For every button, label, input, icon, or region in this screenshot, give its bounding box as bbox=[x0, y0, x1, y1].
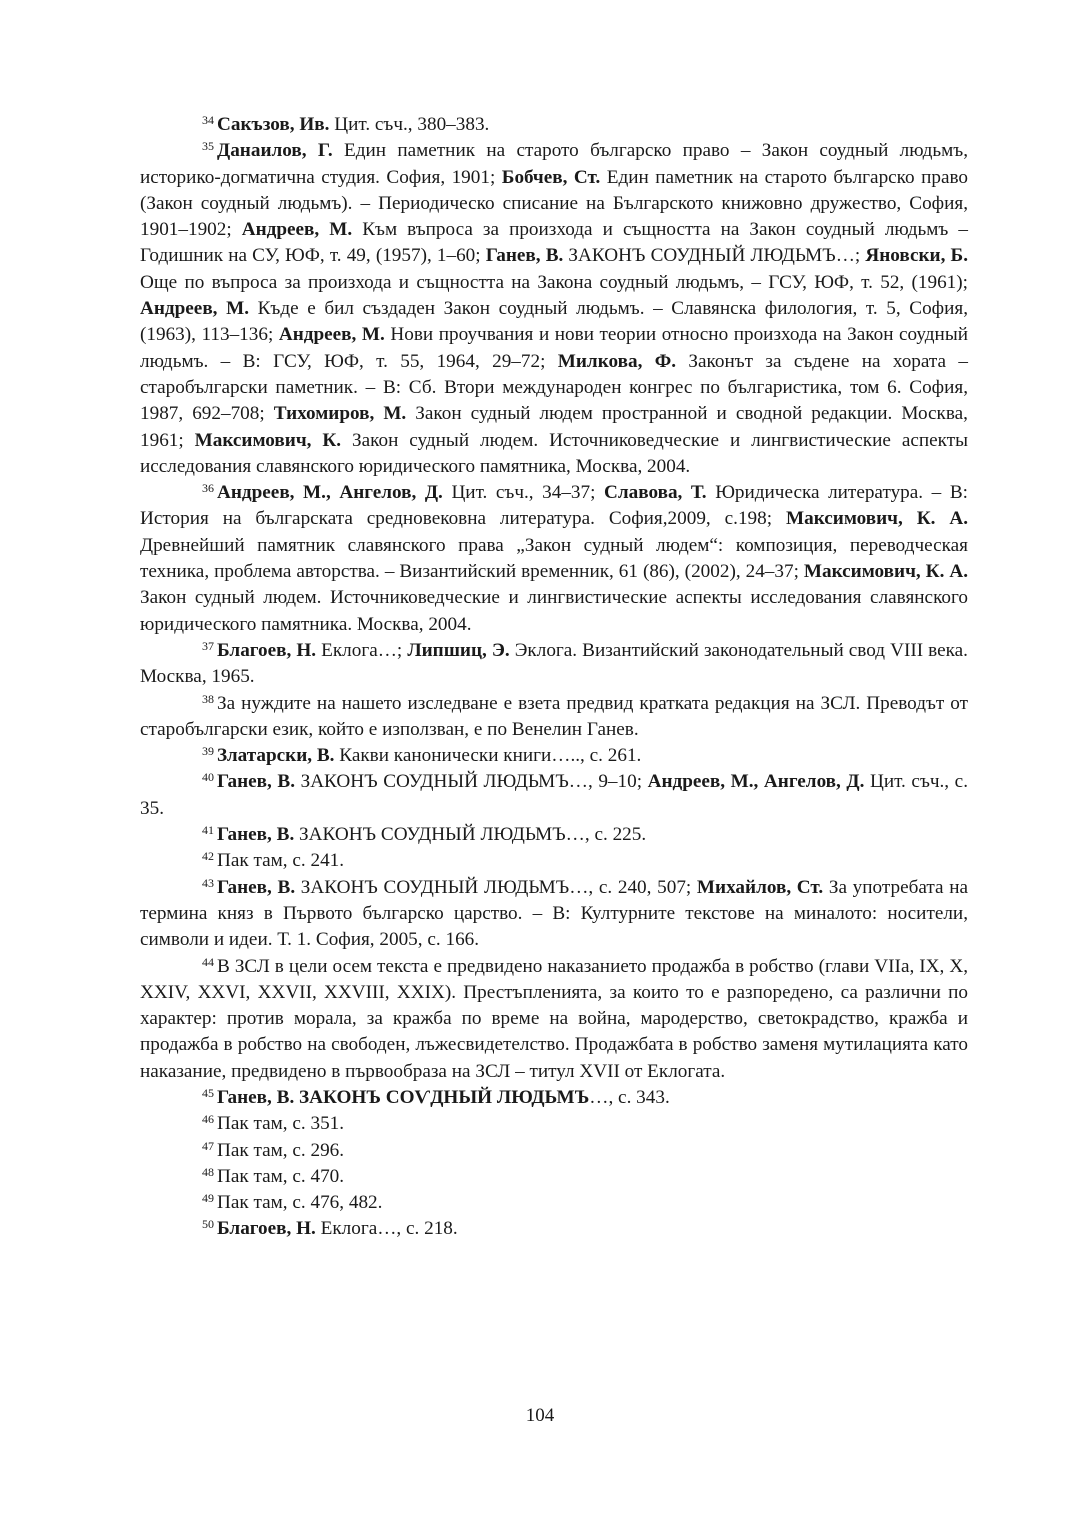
footnote-number: 50 bbox=[202, 1217, 214, 1232]
citation-text: Древнейший памятник славянского права „Закон судный людем“: композиция, переводческая техника, проблема авторства. – Византийский временник, 61 (86), (2002), 24–37; bbox=[140, 534, 968, 583]
citation-author: Максимович, К. А. bbox=[803, 561, 968, 583]
footnote-number: 36 bbox=[202, 481, 214, 496]
footnote-36 bbox=[140, 480, 968, 638]
citation-author: Липшиц, Э. bbox=[407, 639, 510, 661]
citation-text: Пак там, с. 296. bbox=[217, 1139, 345, 1161]
footnote-number: 35 bbox=[202, 139, 214, 154]
footnote-41 bbox=[140, 822, 968, 848]
footnote-37 bbox=[140, 638, 968, 691]
footnote-47 bbox=[140, 1138, 968, 1164]
citation-author: Бобчев, Ст. bbox=[501, 166, 601, 188]
footnote-number: 34 bbox=[202, 113, 214, 127]
footnote-number: 42 bbox=[202, 849, 214, 864]
footnote-48 bbox=[140, 1164, 968, 1190]
citation-text: Цит. съч., 34–37; bbox=[442, 482, 605, 504]
citation-author: Андреев, М. bbox=[140, 298, 249, 320]
citation-text: Законът за съдене на хората – старобългарски паметник. – В: Сб. Втори международен конгрес по българистика, том 6. София, 1987, 692–708; bbox=[140, 350, 968, 425]
footnote-43 bbox=[140, 875, 968, 954]
citation-text: Къде е бил създаден Закон соудный людьмъ. – Славянска филология, т. 5, София, (1963), 113–136; bbox=[140, 298, 968, 346]
citation-author: Ганев, В. bbox=[217, 824, 295, 846]
citation-text: Към въпроса за произхода и същността на Закон соудный людьмъ – Годишник на СУ, ЮФ, т. 49, (1957), 1–60; bbox=[140, 219, 968, 267]
footnote-44 bbox=[140, 954, 968, 1085]
footnote-42 bbox=[140, 848, 968, 874]
citation-author: Тихомиров, М. bbox=[273, 403, 407, 425]
footnote-35 bbox=[140, 138, 968, 480]
footnote-38 bbox=[140, 691, 968, 744]
citation-author: Максимович, К. bbox=[194, 429, 342, 451]
footnote-45 bbox=[140, 1085, 968, 1111]
citation-author: Михайлов, Ст. bbox=[696, 876, 824, 898]
citation-text: ЗАКОНЪ СОУДНЫЙ ЛЮДЬМЪ…, с. 240, 507; bbox=[295, 876, 697, 898]
citation-text: ЗАКОНЪ СОУДНЫЙ ЛЮДЬМЪ…; bbox=[563, 245, 866, 267]
footnote-number: 48 bbox=[202, 1164, 214, 1179]
footnote-number: 43 bbox=[202, 875, 214, 890]
citation-text: Какви канонически книги….., с. 261. bbox=[334, 745, 642, 767]
footnote-46 bbox=[140, 1111, 968, 1137]
footnote-39 bbox=[140, 743, 968, 769]
footnote-number: 46 bbox=[202, 1112, 214, 1127]
footnote-number: 41 bbox=[202, 823, 214, 838]
footnote-49 bbox=[140, 1190, 968, 1216]
citation-author: Андреев, М., Ангелов, Д. bbox=[217, 482, 443, 504]
citation-text: Еклога…, с. 218. bbox=[315, 1218, 458, 1240]
citation-text: За употребата на термина княз в Първото българско царство. – В: Културните текстове на миналото: носители, символи и идеи. Т. 1. София, 2005, с. 166. bbox=[140, 876, 968, 951]
citation-text: ЗАКОНЪ СОУДНЫЙ ЛЮДЬМЪ…, 9–10; bbox=[295, 771, 648, 793]
citation-author: Ганев, В. ЗАКОНЪ СОѴДНЫЙ ЛЮДЬМЪ bbox=[217, 1086, 590, 1108]
citation-author: Яновски, Б. bbox=[865, 245, 968, 267]
citation-text: Юридическа литература. – В: История на българската средновековна литература. София,2009, с.198; bbox=[140, 482, 968, 530]
citation-author: Славова, Т. bbox=[604, 482, 707, 504]
footnote-number: 47 bbox=[202, 1138, 214, 1153]
citation-text: Пак там, с. 476, 482. bbox=[217, 1192, 383, 1214]
citation-text: ЗАКОНЪ СОУДНЫЙ ЛЮДЬМЪ…, с. 225. bbox=[294, 824, 647, 846]
footnote-number: 39 bbox=[202, 744, 214, 759]
citation-text: Закон судный людем. Источниковедческие и лингвистические аспекты исследования славянского юридического памятника, Москва, 2004. bbox=[140, 429, 968, 477]
citation-author: Златарски, В. bbox=[217, 745, 335, 767]
footnote-number: 40 bbox=[202, 770, 214, 785]
footnotes-block bbox=[140, 112, 968, 1243]
page-number: 104 bbox=[525, 1405, 555, 1426]
citation-text: В ЗСЛ в цели осем текста е предвидено наказанието продажба в робство (глави VIIа, IX, X, XXIV, XXVI, XXVII, XXVIII, XXIX). Престъпленията, за които то е разпоредено, са различни по характер: против морала, за кражба по време на война, мародерство, светокрадство, кражба и продажба в робство на свободен, лъжесвидетелство. Продажбата в робство заменя мутилацията като наказание, предвидено в първообраза на ЗСЛ – титул XVII от Еклогата. bbox=[140, 955, 968, 1082]
citation-text: Цит. съч., 380–383. bbox=[329, 114, 490, 135]
citation-author: Данаилов, Г. bbox=[217, 140, 333, 162]
citation-author: Благоев, Н. bbox=[217, 639, 317, 661]
citation-author: Ганев, В. bbox=[217, 876, 296, 898]
citation-text: Един паметник на старото българско право – Закон соудный людьмъ, историко-догматична студия. София, 1901; bbox=[140, 140, 968, 188]
footnote-number: 37 bbox=[202, 638, 214, 653]
citation-text: Един паметник на старото българско право (Закон соудный людьмъ). – Периодическо списание на Българското книжовно дружество, София, 1901–1902; bbox=[140, 166, 968, 241]
citation-author: Ганев, В. bbox=[217, 771, 296, 793]
footnote-number: 38 bbox=[202, 691, 214, 706]
citation-text: Нови проучвания и нови теории относно произхода на Закон соудный людьмъ. – В: ГСУ, ЮФ, т. 55, 1964, 29–72; bbox=[140, 324, 968, 372]
citation-text: Пак там, с. 351. bbox=[217, 1113, 345, 1135]
citation-text: Эклога. Византийский законодательный свод VIII века. Москва, 1965. bbox=[140, 639, 968, 688]
citation-author: Сакъзов, Ив. bbox=[217, 114, 330, 135]
citation-text: …, с. 343. bbox=[589, 1086, 670, 1108]
citation-author: Андреев, М. bbox=[241, 219, 353, 241]
footnote-number: 45 bbox=[202, 1085, 214, 1100]
citation-author: Милкова, Ф. bbox=[557, 350, 677, 372]
citation-text: Закон судный людем. Источниковедческие и лингвистические аспекты исследования славянского юридического памятника. Москва, 2004. bbox=[140, 587, 968, 635]
citation-text: За нуждите на нашето изследване е взета предвид кратката редакция на ЗСЛ. Преводът от старобългарски език, който е използван, е по Венелин Ганев. bbox=[140, 692, 968, 740]
citation-text: Пак там, с. 470. bbox=[217, 1165, 345, 1187]
footnote-number: 49 bbox=[202, 1191, 214, 1206]
citation-author: Благоев, Н. bbox=[217, 1218, 316, 1240]
footnote-50 bbox=[140, 1216, 968, 1242]
citation-author: Андреев, М., Ангелов, Д. bbox=[647, 771, 865, 793]
citation-author: Андреев, М. bbox=[278, 324, 385, 346]
citation-text: Още по въпроса за произхода и същността на Закона соудный людьмъ, – ГСУ, ЮФ, т. 52, (1961); bbox=[140, 271, 968, 293]
footnote-40 bbox=[140, 769, 968, 822]
citation-text: Еклога…; bbox=[316, 639, 408, 661]
footnote-number: 44 bbox=[202, 954, 214, 969]
footnote-34 bbox=[140, 112, 968, 138]
citation-author: Максимович, К. А. bbox=[785, 508, 968, 530]
citation-text: Цит. съч., с. 35. bbox=[140, 771, 968, 819]
citation-author: Ганев, В. bbox=[485, 245, 564, 267]
citation-text: Закон судный людем пространной и сводной редакции. Москва, 1961; bbox=[140, 403, 968, 451]
citation-text: Пак там, с. 241. bbox=[217, 850, 345, 872]
